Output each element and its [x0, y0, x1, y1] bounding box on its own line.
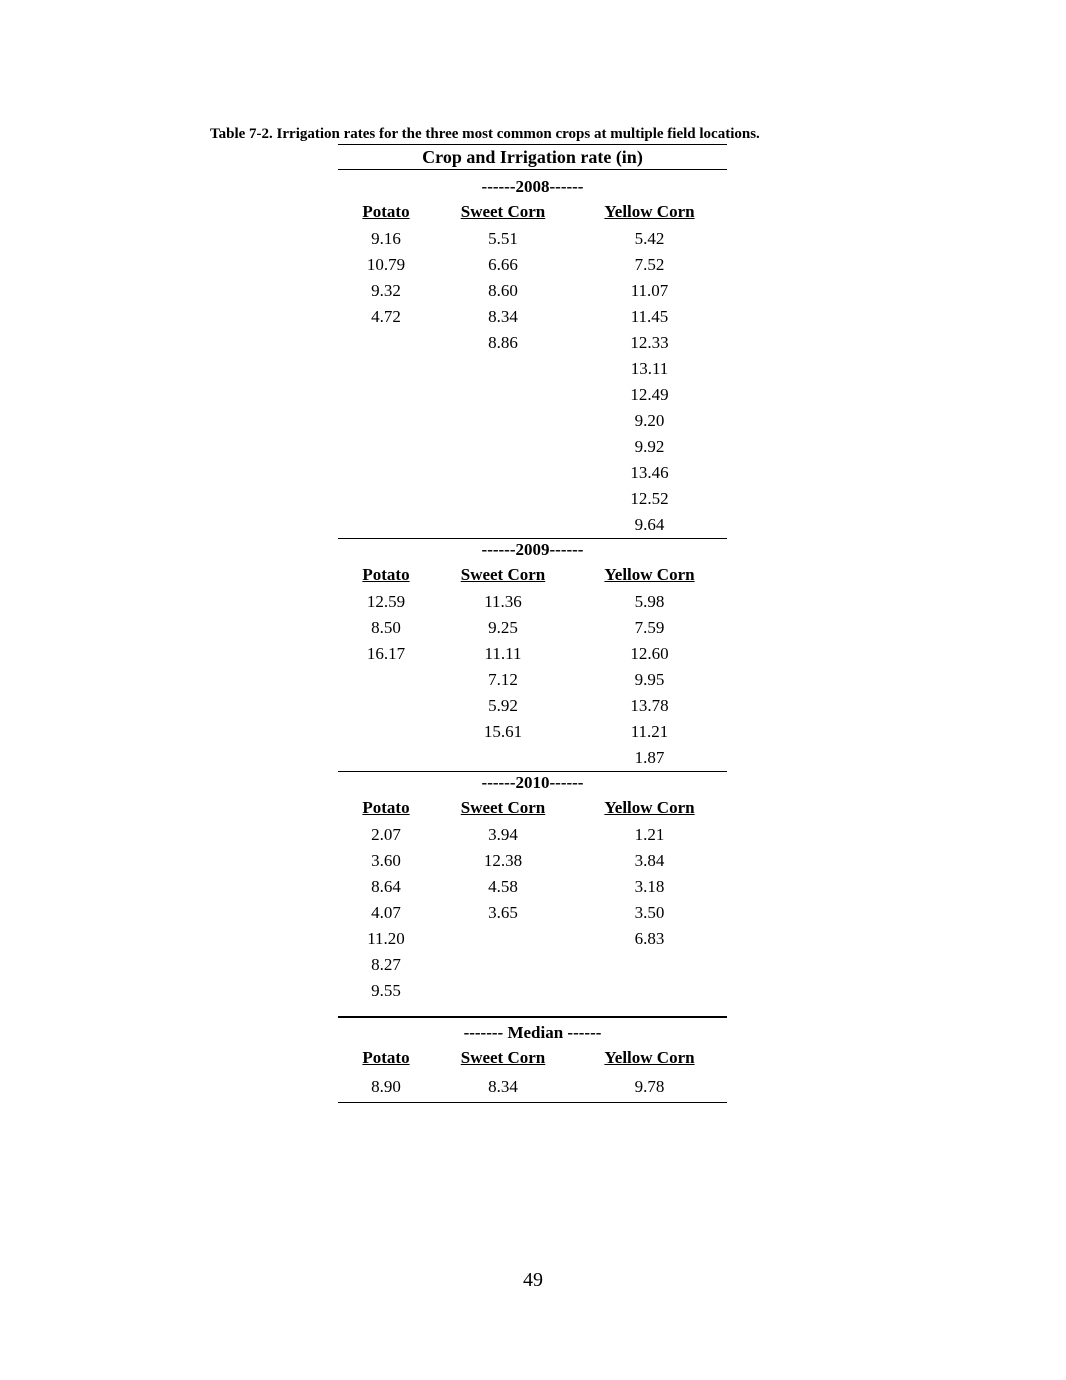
cell-potato: 9.32	[371, 281, 401, 300]
table-row	[338, 278, 727, 304]
cell-yellow-corn: 3.18	[634, 877, 665, 896]
cell-potato	[338, 408, 434, 434]
cell-potato: 4.07	[371, 903, 401, 922]
year-label: ------2008------	[481, 177, 584, 196]
cell-sweet-corn: 8.86	[488, 333, 518, 352]
cell-sweet-corn	[434, 434, 572, 460]
cell-yellow-corn: 1.21	[634, 825, 665, 844]
column-header-row	[338, 794, 727, 822]
table-row	[338, 408, 727, 434]
cell-potato: 8.27	[371, 955, 401, 974]
table-row	[338, 926, 727, 952]
cell-yellow-corn: 6.83	[634, 929, 665, 948]
col-header-sweet-corn: Sweet Corn	[460, 1048, 546, 1067]
table-row	[338, 641, 727, 667]
cell-yellow-corn: 11.21	[630, 722, 669, 741]
cell-potato: 16.17	[366, 644, 406, 663]
median-section	[338, 1017, 727, 1103]
cell-sweet-corn: 11.11	[484, 644, 522, 663]
col-header-yellow-corn: Yellow Corn	[604, 202, 695, 221]
col-header-potato: Potato	[362, 1048, 410, 1067]
table-row	[338, 434, 727, 460]
median-sweet-corn: 8.34	[488, 1077, 518, 1096]
cell-yellow-corn: 9.64	[634, 515, 665, 534]
cell-potato	[338, 719, 434, 745]
table-row	[338, 460, 727, 486]
cell-potato: 10.79	[366, 255, 406, 274]
cell-yellow-corn: 11.45	[630, 307, 669, 326]
cell-potato: 8.50	[371, 618, 401, 637]
table-row	[338, 304, 727, 330]
table-row	[338, 900, 727, 926]
cell-yellow-corn: 9.92	[634, 437, 665, 456]
median-label: ------- Median ------	[463, 1023, 602, 1042]
cell-sweet-corn: 6.66	[488, 255, 518, 274]
cell-potato: 9.16	[371, 229, 401, 248]
irrigation-table	[338, 144, 727, 1103]
cell-yellow-corn: 12.33	[630, 333, 669, 352]
cell-sweet-corn	[434, 926, 572, 952]
cell-sweet-corn	[434, 952, 572, 978]
table-row	[338, 615, 727, 641]
cell-potato: 4.72	[371, 307, 401, 326]
cell-yellow-corn	[572, 952, 727, 978]
cell-yellow-corn: 3.84	[634, 851, 665, 870]
table-row	[338, 226, 727, 252]
table-row	[338, 693, 727, 719]
cell-potato: 9.55	[371, 981, 401, 1000]
cell-sweet-corn	[434, 460, 572, 486]
cell-sweet-corn: 8.60	[488, 281, 518, 300]
cell-sweet-corn: 9.25	[488, 618, 518, 637]
median-yellow-corn: 9.78	[634, 1077, 665, 1096]
cell-sweet-corn	[434, 486, 572, 512]
cell-yellow-corn: 7.52	[634, 255, 665, 274]
year-section	[338, 539, 727, 772]
col-header-sweet-corn: Sweet Corn	[460, 565, 546, 584]
table-caption: Table 7-2. Irrigation rates for the three most common crops at multiple field locations.	[210, 126, 760, 142]
cell-sweet-corn	[434, 978, 572, 1004]
table-row	[338, 952, 727, 978]
cell-sweet-corn: 8.34	[488, 307, 518, 326]
cell-potato: 11.20	[367, 929, 405, 948]
cell-sweet-corn	[434, 356, 572, 382]
median-values-row	[338, 1072, 727, 1103]
cell-yellow-corn: 13.11	[630, 359, 669, 378]
table-row	[338, 978, 727, 1004]
cell-yellow-corn: 3.50	[634, 903, 665, 922]
median-header-row	[338, 1044, 727, 1072]
table-row	[338, 330, 727, 356]
col-header-yellow-corn: Yellow Corn	[604, 565, 695, 584]
table-row	[338, 719, 727, 745]
column-header-row	[338, 198, 727, 226]
cell-sweet-corn: 12.38	[483, 851, 523, 870]
cell-potato: 12.59	[366, 592, 406, 611]
cell-potato	[338, 667, 434, 693]
cell-sweet-corn: 4.58	[488, 877, 518, 896]
page-number: 49	[523, 1269, 543, 1291]
col-header-yellow-corn: Yellow Corn	[604, 1048, 695, 1067]
cell-potato	[338, 356, 434, 382]
table-row	[338, 874, 727, 900]
cell-yellow-corn: 11.07	[630, 281, 669, 300]
cell-yellow-corn: 5.42	[634, 229, 665, 248]
table-row	[338, 848, 727, 874]
year-label: ------2009------	[481, 540, 584, 559]
cell-sweet-corn	[434, 745, 572, 771]
table-title: Crop and Irrigation rate (in)	[338, 144, 727, 170]
cell-sweet-corn: 5.51	[488, 229, 518, 248]
cell-sweet-corn: 3.94	[488, 825, 518, 844]
cell-sweet-corn: 5.92	[488, 696, 518, 715]
col-header-sweet-corn: Sweet Corn	[460, 202, 546, 221]
table-row	[338, 356, 727, 382]
col-header-potato: Potato	[362, 565, 410, 584]
cell-yellow-corn: 13.46	[630, 463, 669, 482]
cell-potato	[338, 512, 434, 538]
col-header-potato: Potato	[362, 798, 410, 817]
cell-potato	[338, 460, 434, 486]
cell-yellow-corn	[572, 978, 727, 1004]
column-header-row	[338, 561, 727, 589]
cell-sweet-corn	[434, 512, 572, 538]
year-section	[338, 176, 727, 539]
median-potato: 8.90	[371, 1077, 401, 1096]
table-sections	[338, 176, 727, 1017]
cell-yellow-corn: 1.87	[634, 748, 665, 767]
cell-potato	[338, 330, 434, 356]
cell-yellow-corn: 12.60	[630, 644, 669, 663]
cell-potato: 8.64	[371, 877, 401, 896]
col-header-sweet-corn: Sweet Corn	[460, 798, 546, 817]
cell-yellow-corn: 7.59	[634, 618, 665, 637]
table-row	[338, 512, 727, 538]
cell-yellow-corn: 12.49	[630, 385, 669, 404]
cell-yellow-corn: 5.98	[634, 592, 665, 611]
table-row	[338, 486, 727, 512]
table-row	[338, 667, 727, 693]
table-row	[338, 745, 727, 771]
cell-sweet-corn: 3.65	[488, 903, 518, 922]
table-row	[338, 382, 727, 408]
cell-yellow-corn: 13.78	[630, 696, 669, 715]
cell-sweet-corn: 11.36	[484, 592, 522, 611]
cell-yellow-corn: 9.95	[634, 670, 665, 689]
cell-potato	[338, 745, 434, 771]
cell-sweet-corn: 15.61	[483, 722, 523, 741]
cell-potato: 2.07	[371, 825, 401, 844]
cell-yellow-corn: 9.20	[634, 411, 665, 430]
table-row	[338, 252, 727, 278]
year-section	[338, 772, 727, 1017]
table-row	[338, 589, 727, 615]
cell-yellow-corn: 12.52	[630, 489, 669, 508]
year-label: ------2010------	[481, 773, 584, 792]
cell-potato	[338, 693, 434, 719]
cell-potato	[338, 382, 434, 408]
table-row	[338, 822, 727, 848]
cell-potato	[338, 486, 434, 512]
col-header-yellow-corn: Yellow Corn	[604, 798, 695, 817]
cell-sweet-corn	[434, 408, 572, 434]
cell-sweet-corn	[434, 382, 572, 408]
cell-potato: 3.60	[371, 851, 401, 870]
cell-sweet-corn: 7.12	[488, 670, 518, 689]
cell-potato	[338, 434, 434, 460]
col-header-potato: Potato	[362, 202, 410, 221]
